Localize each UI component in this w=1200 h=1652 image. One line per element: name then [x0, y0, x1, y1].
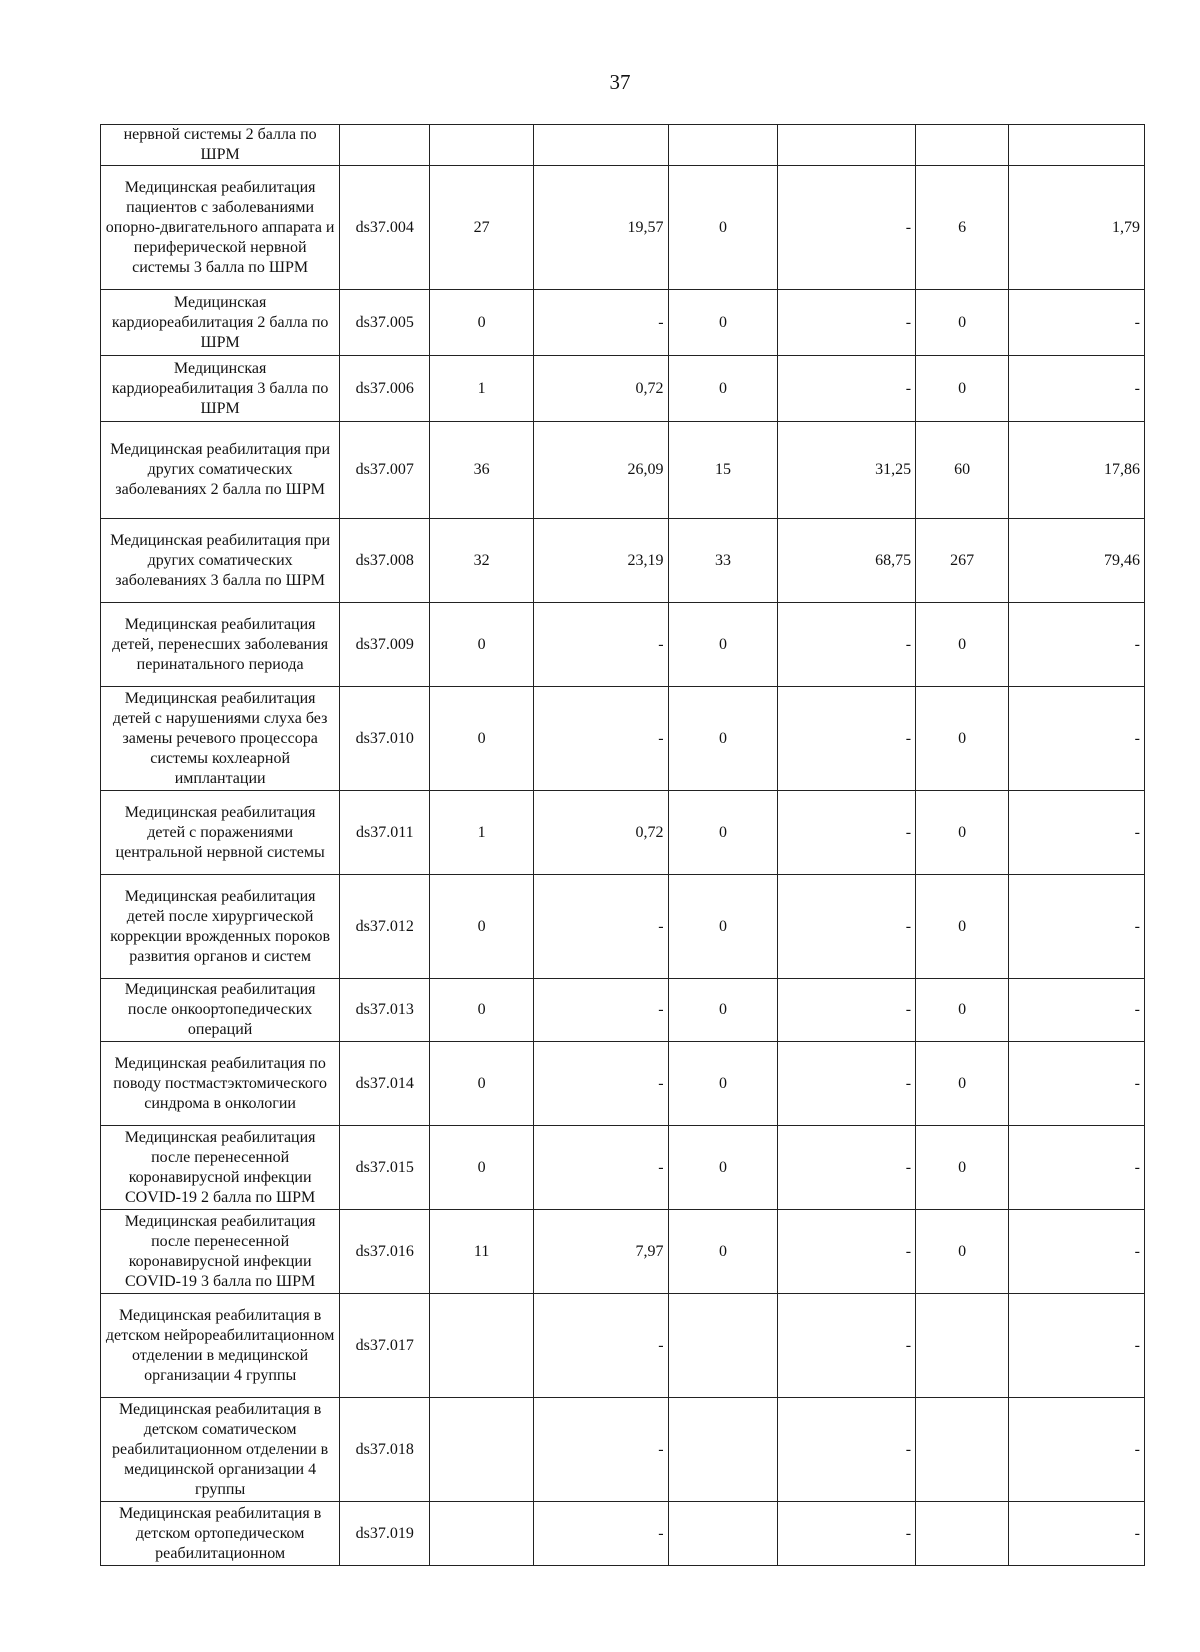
row-name: Медицинская реабилитация детей с поражениями центральной нервной системы	[101, 791, 340, 875]
row-value-2: 0	[668, 687, 778, 791]
row-percent-1: -	[533, 1042, 668, 1126]
row-percent-1: -	[533, 603, 668, 687]
row-value-2: 0	[668, 290, 778, 356]
table-row	[101, 603, 1145, 687]
row-code	[340, 125, 430, 166]
row-value-2: 0	[668, 603, 778, 687]
row-percent-3: -	[1009, 687, 1145, 791]
row-value-1: 1	[430, 356, 534, 422]
table-row	[101, 166, 1145, 290]
row-code: ds37.018	[340, 1398, 430, 1502]
row-percent-1: -	[533, 1126, 668, 1210]
row-value-1: 1	[430, 791, 534, 875]
row-name: Медицинская реабилитация при других соматических заболеваниях 3 балла по ШРМ	[101, 519, 340, 603]
row-value-1: 11	[430, 1210, 534, 1294]
row-code: ds37.019	[340, 1502, 430, 1566]
row-value-2: 15	[668, 422, 778, 519]
row-percent-2: -	[778, 979, 916, 1042]
row-value-2: 0	[668, 875, 778, 979]
row-value-3: 0	[916, 1126, 1009, 1210]
row-percent-2: -	[778, 603, 916, 687]
row-percent-3: -	[1009, 1502, 1145, 1566]
row-value-3: 0	[916, 1042, 1009, 1126]
row-percent-1: 26,09	[533, 422, 668, 519]
table-row	[101, 1210, 1145, 1294]
row-percent-3: -	[1009, 1294, 1145, 1398]
row-percent-2: -	[778, 1398, 916, 1502]
table-row	[101, 979, 1145, 1042]
row-percent-2: -	[778, 290, 916, 356]
row-value-3: 267	[916, 519, 1009, 603]
rehabilitation-table	[100, 124, 1145, 1566]
row-value-1: 36	[430, 422, 534, 519]
row-name: Медицинская реабилитация после онкоортопедических операций	[101, 979, 340, 1042]
row-value-3: 0	[916, 687, 1009, 791]
table-row	[101, 422, 1145, 519]
row-value-1: 32	[430, 519, 534, 603]
row-code: ds37.013	[340, 979, 430, 1042]
row-value-2	[668, 1398, 778, 1502]
row-name: нервной системы 2 балла по ШРМ	[101, 125, 340, 166]
table-row	[101, 1502, 1145, 1566]
row-name: Медицинская реабилитация после перенесенной коронавирусной инфекции COVID-19 2 балла по ШРМ	[101, 1126, 340, 1210]
row-percent-1: -	[533, 1294, 668, 1398]
row-code: ds37.014	[340, 1042, 430, 1126]
row-percent-2	[778, 125, 916, 166]
row-name: Медицинская реабилитация детей, перенесших заболевания перинатального периода	[101, 603, 340, 687]
row-percent-2: 68,75	[778, 519, 916, 603]
row-value-3	[916, 1294, 1009, 1398]
row-percent-2: -	[778, 875, 916, 979]
row-code: ds37.004	[340, 166, 430, 290]
row-code: ds37.009	[340, 603, 430, 687]
row-percent-2: -	[778, 166, 916, 290]
row-value-2	[668, 1502, 778, 1566]
row-value-1	[430, 1398, 534, 1502]
row-value-2: 0	[668, 1210, 778, 1294]
row-value-2: 0	[668, 791, 778, 875]
row-value-3: 0	[916, 791, 1009, 875]
row-percent-2: -	[778, 791, 916, 875]
row-value-2: 0	[668, 166, 778, 290]
row-value-1: 0	[430, 1042, 534, 1126]
table-row	[101, 1042, 1145, 1126]
row-percent-1: 7,97	[533, 1210, 668, 1294]
row-code: ds37.016	[340, 1210, 430, 1294]
row-percent-3: 79,46	[1009, 519, 1145, 603]
row-percent-2: -	[778, 1126, 916, 1210]
row-percent-3: -	[1009, 1042, 1145, 1126]
row-percent-3: 17,86	[1009, 422, 1145, 519]
row-percent-1: -	[533, 290, 668, 356]
row-value-2: 0	[668, 1126, 778, 1210]
table-row	[101, 1398, 1145, 1502]
row-value-2: 0	[668, 979, 778, 1042]
row-value-3	[916, 1398, 1009, 1502]
table-row	[101, 875, 1145, 979]
table-row	[101, 687, 1145, 791]
row-percent-2: -	[778, 1042, 916, 1126]
table-row	[101, 1294, 1145, 1398]
row-name: Медицинская реабилитация в детском нейрореабилитационном отделении в медицинской организации 4 группы	[101, 1294, 340, 1398]
row-name: Медицинская реабилитация детей после хирургической коррекции врожденных пороков развития органов и систем	[101, 875, 340, 979]
row-name: Медицинская реабилитация детей с нарушениями слуха без замены речевого процессора системы кохлеарной имплантации	[101, 687, 340, 791]
row-percent-1: 0,72	[533, 356, 668, 422]
page-number: 37	[609, 70, 631, 94]
row-percent-2: -	[778, 1210, 916, 1294]
row-value-1: 0	[430, 875, 534, 979]
row-percent-3: -	[1009, 1398, 1145, 1502]
row-code: ds37.011	[340, 791, 430, 875]
row-value-2: 0	[668, 356, 778, 422]
row-name: Медицинская реабилитация в детском соматическом реабилитационном отделении в медицинской организации 4 группы	[101, 1398, 340, 1502]
table-row	[101, 356, 1145, 422]
row-code: ds37.007	[340, 422, 430, 519]
row-value-3	[916, 125, 1009, 166]
row-percent-3: 1,79	[1009, 166, 1145, 290]
row-code: ds37.010	[340, 687, 430, 791]
row-value-1	[430, 1294, 534, 1398]
row-percent-1: -	[533, 1398, 668, 1502]
row-percent-3: -	[1009, 875, 1145, 979]
row-percent-2: -	[778, 1502, 916, 1566]
row-value-3: 0	[916, 356, 1009, 422]
row-value-1: 0	[430, 979, 534, 1042]
row-code: ds37.005	[340, 290, 430, 356]
row-percent-1: 19,57	[533, 166, 668, 290]
row-value-1: 0	[430, 687, 534, 791]
row-percent-1: -	[533, 687, 668, 791]
row-value-3: 0	[916, 603, 1009, 687]
row-value-1	[430, 1502, 534, 1566]
row-percent-3: -	[1009, 791, 1145, 875]
row-percent-1	[533, 125, 668, 166]
row-value-3	[916, 1502, 1009, 1566]
row-value-1: 27	[430, 166, 534, 290]
row-value-3: 6	[916, 166, 1009, 290]
row-name: Медицинская кардиореабилитация 2 балла по ШРМ	[101, 290, 340, 356]
row-percent-1: -	[533, 1502, 668, 1566]
table-row	[101, 290, 1145, 356]
row-percent-3: -	[1009, 603, 1145, 687]
row-percent-1: -	[533, 979, 668, 1042]
row-percent-3: -	[1009, 979, 1145, 1042]
row-value-3: 0	[916, 875, 1009, 979]
row-value-2	[668, 125, 778, 166]
row-code: ds37.012	[340, 875, 430, 979]
row-name: Медицинская реабилитация по поводу постмастэктомического синдрома в онкологии	[101, 1042, 340, 1126]
row-value-3: 0	[916, 290, 1009, 356]
row-value-2	[668, 1294, 778, 1398]
row-name: Медицинская реабилитация при других соматических заболеваниях 2 балла по ШРМ	[101, 422, 340, 519]
row-percent-2: -	[778, 1294, 916, 1398]
row-percent-3	[1009, 125, 1145, 166]
row-percent-3: -	[1009, 290, 1145, 356]
table-row	[101, 519, 1145, 603]
row-percent-2: -	[778, 687, 916, 791]
row-name: Медицинская реабилитация пациентов с заболеваниями опорно-двигательного аппарата и периферической нервной системы 3 балла по ШРМ	[101, 166, 340, 290]
row-percent-1: 0,72	[533, 791, 668, 875]
row-name: Медицинская реабилитация после перенесенной коронавирусной инфекции COVID-19 3 балла по ШРМ	[101, 1210, 340, 1294]
row-percent-3: -	[1009, 356, 1145, 422]
row-percent-2: -	[778, 356, 916, 422]
table-row	[101, 125, 1145, 166]
row-value-2: 33	[668, 519, 778, 603]
row-percent-1: 23,19	[533, 519, 668, 603]
row-value-1	[430, 125, 534, 166]
row-code: ds37.015	[340, 1126, 430, 1210]
row-code: ds37.017	[340, 1294, 430, 1398]
row-value-3: 0	[916, 1210, 1009, 1294]
row-value-3: 0	[916, 979, 1009, 1042]
row-value-3: 60	[916, 422, 1009, 519]
row-percent-3: -	[1009, 1126, 1145, 1210]
row-value-1: 0	[430, 290, 534, 356]
row-value-2: 0	[668, 1042, 778, 1126]
row-code: ds37.006	[340, 356, 430, 422]
row-name: Медицинская реабилитация в детском ортопедическом реабилитационном	[101, 1502, 340, 1566]
table-row	[101, 1126, 1145, 1210]
row-value-1: 0	[430, 1126, 534, 1210]
row-percent-3: -	[1009, 1210, 1145, 1294]
row-code: ds37.008	[340, 519, 430, 603]
row-value-1: 0	[430, 603, 534, 687]
row-percent-1: -	[533, 875, 668, 979]
row-name: Медицинская кардиореабилитация 3 балла по ШРМ	[101, 356, 340, 422]
row-percent-2: 31,25	[778, 422, 916, 519]
table-row	[101, 791, 1145, 875]
